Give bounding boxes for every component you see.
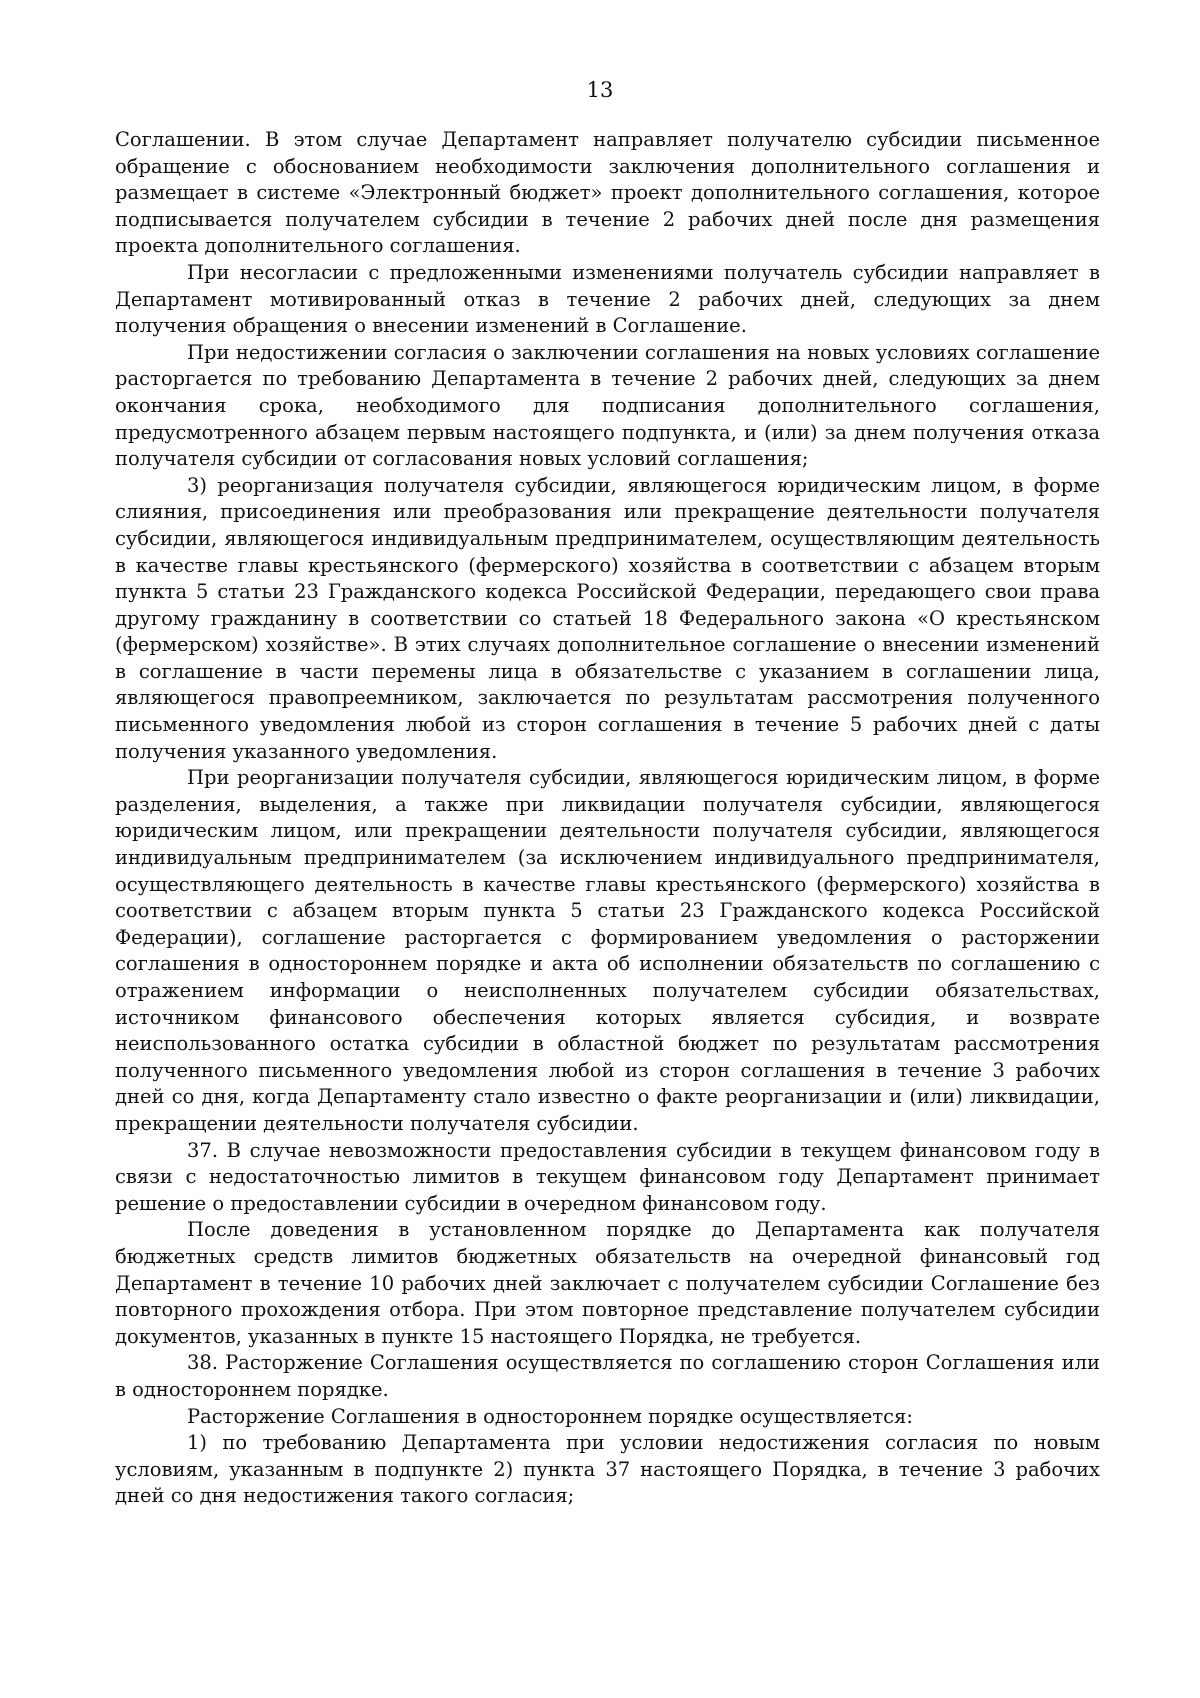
paragraph: При недостижении согласия о заключении соглашения на новых условиях соглашение расторгается по требованию Департамента в течение 2 рабочих дней, следующих за днем окончания срока, необходимого для подписания дополнительного соглашения, предусмотренного абзацем первым настоящего подпункта, и (или) за днем получения отказа получателя субсидии от согласования новых условий соглашения;	[115, 340, 1100, 471]
paragraph: После доведения в установленном порядке до Департамента как получателя бюджетных средств лимитов бюджетных обязательств на очередной финансовый год Департамент в течение 10 рабочих дней заключает с получателем субсидии Соглашение без повторного прохождения отбора. При этом повторное представление получателем субсидии документов, указанных в пункте 15 настоящего Порядка, не требуется.	[115, 1218, 1100, 1348]
document-body	[115, 127, 1100, 1510]
paragraph: При реорганизации получателя субсидии, являющегося юридическим лицом, в форме разделения, выделения, а также при ликвидации получателя субсидии, являющегося юридическим лицом, или прекращении деятельности получателя субсидии, являющегося индивидуальным предпринимателем (за исключением индивидуального предпринимателя, осуществляющего деятельность в качестве главы крестьянского (фермерского) хозяйства в соответствии с абзацем вторым пункта 5 статьи 23 Гражданского кодекса Российской Федерации), соглашение расторгается с формированием уведомления о расторжении соглашения в одностороннем порядке и акта об исполнении обязательств по соглашению с отражением информации о неисполненных получателем субсидии обязательствах, источником финансового обеспечения которых является субсидия, и возврате неиспользованного остатка субсидии в областной бюджет по результатам рассмотрения полученного письменного уведомления любой из сторон соглашения в течение 3 рабочих дней со дня, когда Департаменту стало известно о факте реорганизации и (или) ликвидации, прекращении деятельности получателя субсидии.	[115, 766, 1100, 1135]
paragraph: Расторжение Соглашения в одностороннем порядке осуществляется:	[187, 1404, 913, 1428]
page-number: 13	[586, 78, 614, 102]
paragraph: 3) реорганизация получателя субсидии, являющегося юридическим лицом, в форме слияния, присоединения или преобразования или прекращение деятельности получателя субсидии, являющегося индивидуальным предпринимателем, осуществляющим деятельность в качестве главы крестьянского (фермерского) хозяйства в соответствии с абзацем вторым пункта 5 статьи 23 Гражданского кодекса Российской Федерации, передающего свои права другому гражданину в соответствии со статьей 18 Федерального закона «О крестьянском (фермерском) хозяйстве». В этих случаях дополнительное соглашение о внесении изменений в соглашение в части перемены лица в обязательстве с указанием в соглашении лица, являющегося правопреемником, заключается по результатам рассмотрения полученного письменного уведомления любой из сторон соглашения в течение 5 рабочих дней с даты получения указанного уведомления.	[115, 473, 1100, 763]
paragraph: 38. Расторжение Соглашения осуществляется по соглашению сторон Соглашения или в одностороннем порядке.	[115, 1351, 1100, 1401]
paragraph: 1) по требованию Департамента при условии недостижения согласия по новым условиям, указанным в подпункте 2) пункта 37 настоящего Порядка, в течение 3 рабочих дней со дня недостижения такого согласия;	[115, 1431, 1100, 1508]
paragraph: При несогласии с предложенными изменениями получатель субсидии направляет в Департамент мотивированный отказ в течение 2 рабочих дней, следующих за днем получения обращения о внесении изменений в Соглашение.	[115, 260, 1100, 338]
paragraph: Соглашении. В этом случае Департамент направляет получателю субсидии письменное обращение с обоснованием необходимости заключения дополнительного соглашения и размещает в системе «Электронный бюджет» проект дополнительного соглашения, которое подписывается получателем субсидии в течение 2 рабочих дней после дня размещения проекта дополнительного соглашения.	[115, 128, 1100, 258]
paragraph: 37. В случае невозможности предоставления субсидии в текущем финансовом году в связи с недостаточностью лимитов в текущем финансовом году Департамент принимает решение о предоставлении субсидии в очередном финансовом году.	[115, 1138, 1100, 1215]
